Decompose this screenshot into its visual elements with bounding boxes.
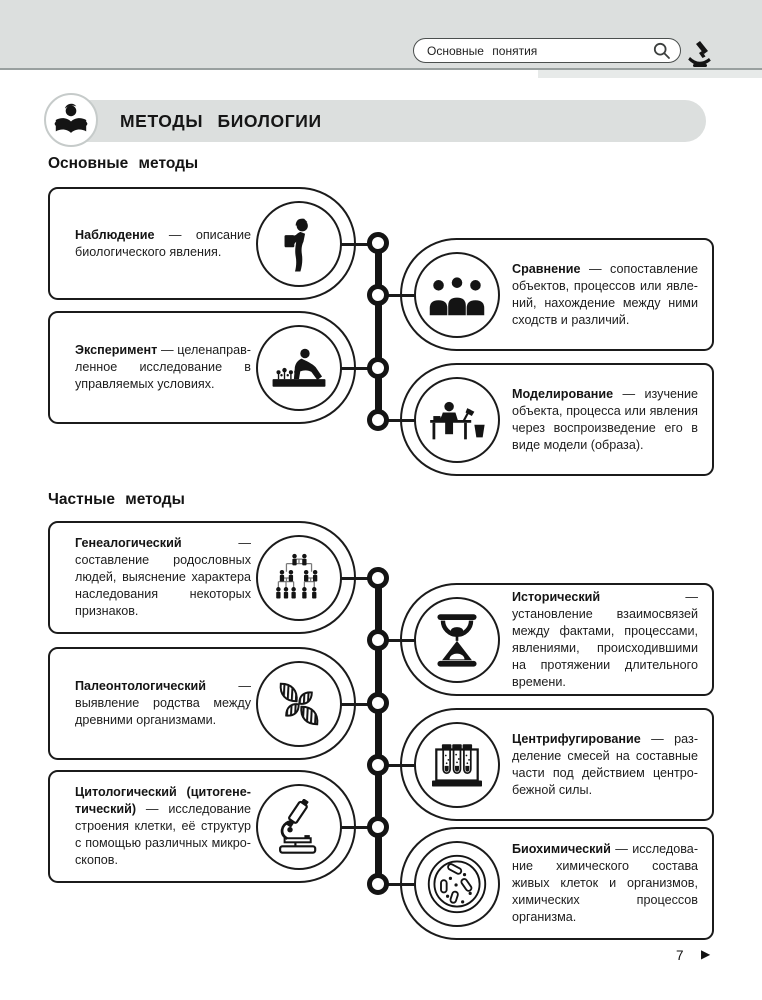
top-bar-edge-strip	[538, 70, 762, 78]
method-desc: — целенаправленное исследование в управляемых условиях.	[75, 343, 251, 391]
method-term: Биохимический	[512, 842, 611, 856]
spine-node	[367, 692, 389, 714]
observation-icon	[256, 201, 342, 287]
spine-node	[367, 357, 389, 379]
method-term: Центрифугирование	[512, 731, 641, 746]
method-desc: — выявление родства между древними организмами.	[75, 679, 251, 727]
spine-node	[367, 873, 389, 895]
method-term: Сравнение	[512, 261, 581, 276]
method-card-biochemistry	[400, 827, 714, 940]
method-desc: — описание биологического явления.	[75, 227, 252, 259]
method-term: Моделирование	[512, 386, 614, 401]
genealogy-icon	[256, 535, 342, 621]
test-tubes-icon	[414, 722, 500, 808]
modeling-icon	[414, 377, 500, 463]
method-card-historical	[400, 583, 714, 696]
reading-person-icon	[44, 93, 98, 147]
search-input[interactable]	[413, 38, 681, 63]
method-card-paleontology	[48, 647, 356, 760]
method-term: Цитологический (цитогенетический)	[75, 785, 251, 816]
method-desc: — изучение объекта, процесса или явления через воспроизведение его в виде модели (образа).	[512, 386, 698, 452]
method-card-modeling	[400, 363, 714, 476]
section-heading-basic-methods: Основные методы	[48, 155, 199, 172]
hourglass-icon	[414, 597, 500, 683]
section-heading-specific-methods: Частные методы	[48, 491, 185, 508]
spine-node	[367, 629, 389, 651]
spine-node	[367, 754, 389, 776]
spine-node	[367, 232, 389, 254]
petri-dish-icon	[414, 841, 500, 927]
method-card-comparison	[400, 238, 714, 351]
timeline-spine-basic	[375, 243, 382, 420]
microscope-icon	[256, 784, 342, 870]
method-term: Палеонтологический	[75, 679, 207, 693]
method-desc: — составление родословных людей, выяснение характера наследования некоторых признаков.	[75, 536, 251, 618]
page-arrow-icon: ▶	[701, 947, 711, 961]
method-desc: — разделение смесей на составные части под действием центробежной силы.	[512, 731, 699, 797]
dna-icon	[256, 661, 342, 747]
timeline-spine-specific	[375, 578, 382, 884]
spine-node	[367, 567, 389, 589]
spine-node	[367, 816, 389, 838]
method-desc: — исследование строения клетки, её структур с помощью различных микроскопов.	[75, 802, 251, 867]
experiment-icon	[256, 325, 342, 411]
method-card-observation	[48, 187, 356, 300]
method-term: Эксперимент	[75, 343, 158, 357]
method-desc: — исследование химического состава живых клеток и организмов, химических процессов организма.	[512, 842, 699, 924]
page-number: 7	[676, 948, 684, 963]
method-term: Исторический	[512, 589, 601, 604]
method-card-centrifugation	[400, 708, 714, 821]
method-card-experiment	[48, 311, 356, 424]
method-desc: — сопоставление объектов, процессов или явлений, нахождение между ними сходств и различий.	[512, 261, 698, 327]
method-card-genealogy	[48, 521, 356, 634]
comparison-icon	[414, 252, 500, 338]
method-desc: — установление взаимосвязей между фактами, процессами, явлениями, происходившими на протяжении длительного времени.	[512, 589, 698, 689]
spine-node	[367, 284, 389, 306]
method-term: Генеалогический	[75, 536, 182, 550]
page-title: МЕТОДЫ БИОЛОГИИ	[120, 110, 322, 131]
microscope-logo-icon	[687, 41, 713, 67]
method-card-cytology	[48, 770, 356, 883]
method-term: Наблюдение	[75, 227, 155, 242]
chapter-header	[64, 100, 706, 142]
search-input-value: Основные понятия	[427, 43, 538, 58]
spine-node	[367, 409, 389, 431]
search-icon	[653, 42, 671, 60]
